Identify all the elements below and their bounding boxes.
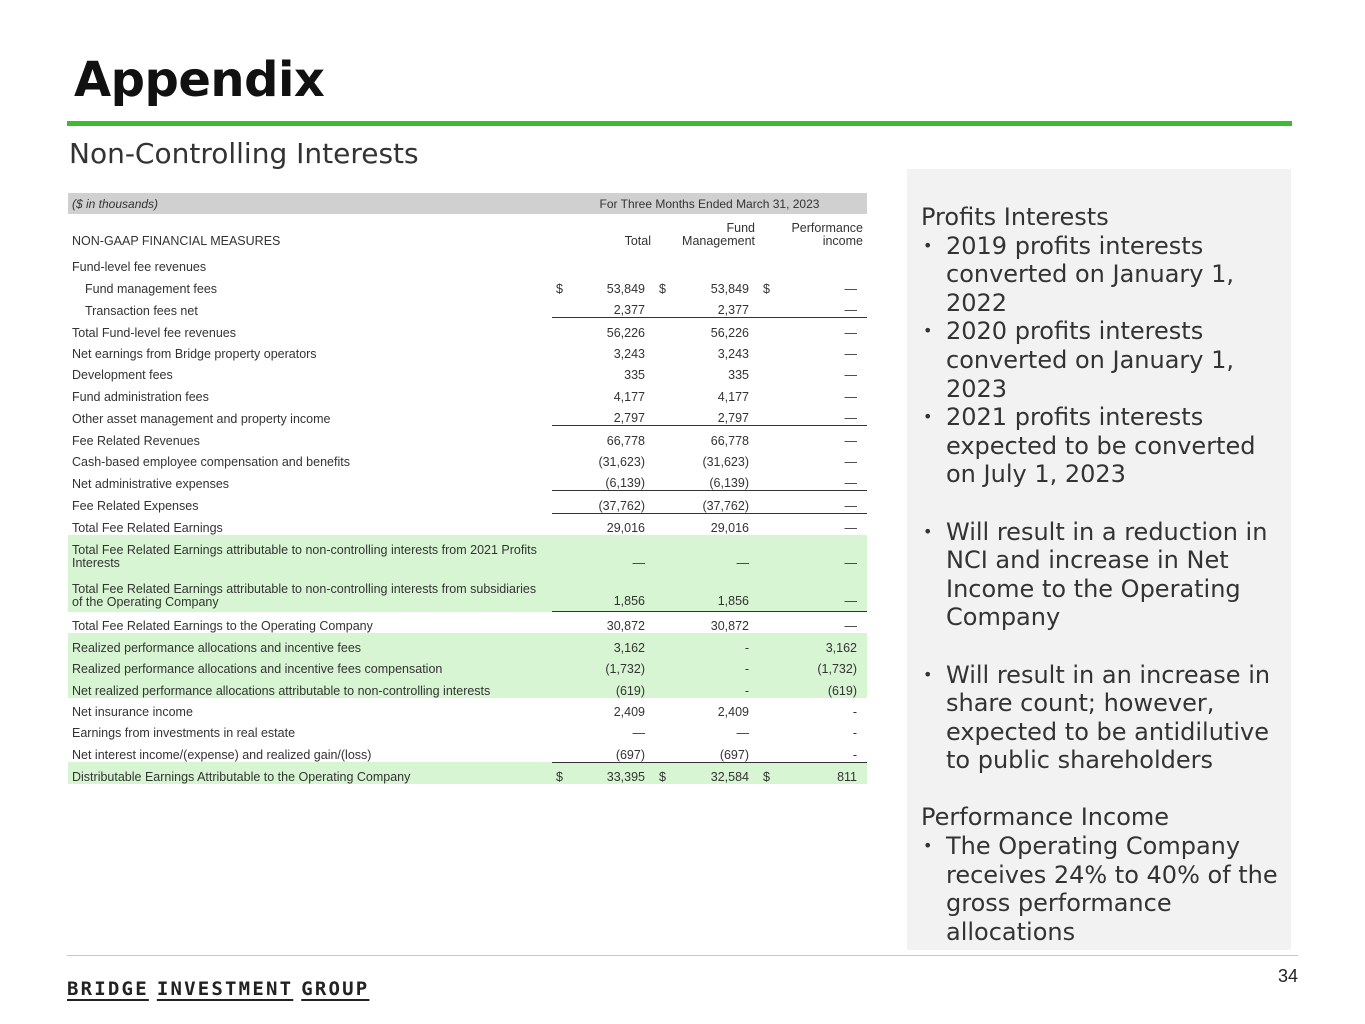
table-row [68, 382, 867, 403]
table-row [68, 448, 867, 469]
table-row [68, 513, 867, 535]
table-row [68, 535, 867, 573]
cell-fund-cur [655, 382, 675, 403]
cell-total: (697) [615, 747, 645, 762]
cell-fund: 4,177 [717, 389, 749, 404]
row-label: Earnings from investments in real estate [72, 726, 296, 741]
cell-perf-cur [759, 491, 779, 513]
cell-total-cur [552, 318, 572, 340]
performance-bullet-text: The Operating Company receives 24% to 40% of the gross performance allocations [946, 832, 1278, 946]
performance-income-heading: Performance Income [921, 803, 1170, 832]
row-label: Realized performance allocations and incentive fees [68, 633, 552, 654]
cell-total: (619) [572, 676, 655, 697]
bullet-icon: • [923, 407, 933, 427]
cell-perf: — [779, 491, 867, 513]
cell-total-cur [552, 513, 572, 535]
cell-total: (6,139) [605, 476, 645, 491]
cell-total-cur [552, 404, 572, 426]
table-row [68, 296, 867, 318]
cell-total: (31,623) [598, 454, 645, 469]
side-panel [907, 169, 1291, 950]
cell-total: 56,226 [572, 318, 655, 340]
cell-total-cur [552, 535, 572, 573]
cell-fund: 29,016 [675, 513, 759, 535]
row-label: Fund-level fee revenues [72, 260, 207, 275]
cell-fund: 56,226 [675, 318, 759, 340]
cell-perf-cur: $ [763, 281, 770, 296]
cell-fund [675, 253, 759, 274]
cell-fund-cur [655, 535, 675, 573]
profits-interests-heading: Profits Interests [921, 203, 1109, 231]
row-label: Fund management fees [85, 281, 218, 296]
table-row [68, 491, 867, 513]
table-row [68, 573, 867, 612]
cell-perf: — [779, 513, 867, 535]
table-row [68, 318, 867, 340]
cell-fund: 66,778 [675, 426, 759, 448]
cell-perf-cur: $ [759, 762, 779, 784]
cell-total: 66,778 [572, 426, 655, 448]
cell-fund: 335 [728, 368, 749, 383]
cell-perf: — [844, 411, 857, 426]
cell-fund-cur [655, 676, 675, 697]
cell-total-cur [552, 740, 572, 762]
cell-fund-cur [655, 719, 675, 740]
cell-perf: - [852, 705, 857, 720]
row-label: Transaction fees net [85, 303, 198, 318]
cell-perf: — [844, 346, 857, 361]
cell-perf-cur [759, 448, 779, 469]
cell-perf-cur [759, 426, 779, 448]
cell-perf: — [844, 454, 857, 469]
cell-perf: - [852, 747, 857, 762]
cell-perf: 811 [779, 762, 867, 784]
cell-total: 4,177 [613, 389, 645, 404]
table-row [68, 253, 867, 274]
cell-perf: — [844, 303, 857, 318]
cell-fund: - [675, 676, 759, 697]
cell-total: (1,732) [572, 655, 655, 676]
impact-bullet-text: Will result in an increase in share count; however, expected to be antidilutive to public shareholders [946, 660, 1271, 775]
table-row [68, 719, 867, 740]
cell-fund: 30,872 [675, 612, 759, 634]
cell-perf-cur [759, 318, 779, 340]
impact-bullet [921, 518, 1279, 632]
bullet-icon: • [923, 664, 933, 684]
cell-perf-cur [759, 382, 779, 403]
cell-fund-cur [655, 633, 675, 654]
cell-total-cur [552, 573, 572, 612]
cell-fund: 53,849 [710, 281, 749, 296]
cell-total: 3,162 [572, 633, 655, 654]
table-row [68, 762, 867, 784]
cell-total: 2,797 [613, 411, 645, 426]
cell-fund-cur [655, 404, 675, 426]
row-label: Realized performance allocations and incentive fees compensation [68, 655, 552, 676]
cell-fund: 32,584 [675, 762, 759, 784]
cell-total-cur: $ [552, 762, 572, 784]
cell-fund: — [675, 535, 759, 573]
cell-perf-cur [759, 676, 779, 697]
cell-total-cur: $ [556, 281, 563, 296]
cell-perf: - [852, 726, 857, 741]
brand-word: GROUP [301, 978, 370, 1000]
cell-total-cur [552, 382, 572, 403]
profits-interests-list [921, 232, 1279, 489]
row-label: Total Fee Related Earnings attributable to non-controlling interests from subsidiaries of the Operating Company [68, 573, 552, 612]
cell-fund-cur [655, 655, 675, 676]
cell-perf-cur [759, 253, 779, 274]
table-row [68, 340, 867, 361]
cell-perf: — [779, 612, 867, 634]
cell-fund-cur [655, 740, 675, 762]
impact-bullet-text: Will result in a reduction in NCI and increase in Net Income to the Operating Company [946, 517, 1268, 632]
company-logo [67, 978, 377, 1000]
bullet-icon: • [923, 235, 933, 255]
table-row [68, 274, 867, 295]
cell-fund-cur [655, 573, 675, 612]
row-label: Total Fund-level fee revenues [72, 325, 236, 340]
cell-total: 33,395 [572, 762, 655, 784]
row-label: Cash-based employee compensation and benefits [72, 454, 350, 469]
cell-perf: — [844, 389, 857, 404]
page-subtitle: Non-Controlling Interests [69, 137, 419, 170]
cell-fund-cur [655, 513, 675, 535]
cell-total: — [632, 726, 645, 741]
cell-fund: 2,409 [717, 705, 749, 720]
cell-fund-cur: $ [655, 762, 675, 784]
bullet-icon: • [923, 521, 933, 541]
cell-total-cur [552, 633, 572, 654]
cell-perf: (1,732) [779, 655, 867, 676]
cell-total-cur [552, 469, 572, 491]
cell-total-cur [552, 655, 572, 676]
row-label: Net realized performance allocations attributable to non-controlling interests [68, 676, 552, 697]
cell-fund-cur [655, 340, 675, 361]
impact-bullet [921, 661, 1279, 775]
cell-total-cur [552, 340, 572, 361]
cell-fund: 1,856 [675, 573, 759, 612]
financial-table [68, 193, 867, 784]
cell-perf-cur [759, 612, 779, 634]
cell-perf-cur [759, 573, 779, 612]
cell-total-cur [552, 361, 572, 382]
footer-divider [67, 955, 1298, 956]
cell-total: 2,377 [613, 303, 645, 318]
cell-fund: 2,797 [717, 411, 749, 426]
cell-perf: — [844, 476, 857, 491]
cell-total [572, 253, 655, 274]
row-label: Fund administration fees [72, 389, 209, 404]
row-label: Total Fee Related Earnings [72, 521, 223, 536]
row-label: Fee Related Expenses [72, 499, 199, 514]
table-row [68, 633, 867, 654]
table-row [68, 655, 867, 676]
cell-fund-cur [655, 361, 675, 382]
cell-perf-cur [759, 296, 779, 318]
cell-fund-cur [655, 448, 675, 469]
cell-total-cur [552, 719, 572, 740]
cell-fund: - [675, 655, 759, 676]
column-header-performance-income: Performance income [791, 221, 863, 248]
cell-total-cur [552, 448, 572, 469]
cell-perf: — [844, 368, 857, 383]
cell-total: 1,856 [572, 573, 655, 612]
table-header-band [68, 193, 867, 214]
column-header-fund-management: Fund Management [682, 221, 755, 248]
cell-perf: — [779, 535, 867, 573]
table-row [68, 698, 867, 719]
cell-total: 335 [624, 368, 645, 383]
cell-total-cur [552, 612, 572, 634]
cell-total: 3,243 [613, 346, 645, 361]
profits-bullet [921, 317, 1279, 403]
cell-perf-cur [759, 633, 779, 654]
cell-perf: (619) [779, 676, 867, 697]
cell-perf-cur [759, 361, 779, 382]
cell-total-cur [552, 296, 572, 318]
cell-fund-cur [655, 296, 675, 318]
section-label: NON-GAAP FINANCIAL MEASURES [72, 234, 281, 248]
page-title: Appendix [74, 52, 325, 108]
table-row [68, 404, 867, 426]
cell-perf [779, 253, 867, 274]
performance-bullet [921, 832, 1279, 946]
cell-perf-cur [759, 740, 779, 762]
table-row [68, 740, 867, 762]
cell-total-cur [552, 426, 572, 448]
cell-total: (37,762) [572, 491, 655, 513]
row-label: Development fees [72, 368, 173, 383]
row-label: Total Fee Related Earnings to the Operating Company [72, 619, 373, 634]
column-header-total: Total [624, 234, 651, 248]
brand-word: INVESTMENT [156, 978, 294, 1000]
cell-fund-cur [655, 426, 675, 448]
profits-bullet-text: 2021 profits interests expected to be converted on July 1, 2023 [946, 403, 1256, 489]
cell-total-cur [552, 491, 572, 513]
cell-total-cur [552, 698, 572, 719]
cell-fund: 3,243 [717, 346, 749, 361]
cell-perf-cur [759, 719, 779, 740]
cell-total: 30,872 [572, 612, 655, 634]
cell-fund: (31,623) [702, 454, 749, 469]
cell-perf-cur [759, 469, 779, 491]
row-label: Net interest income/(expense) and realized gain/(loss) [72, 748, 372, 763]
cell-perf: — [779, 573, 867, 612]
cell-perf: — [844, 281, 857, 296]
cell-fund-cur [655, 318, 675, 340]
profits-bullet [921, 232, 1279, 318]
profits-bullet [921, 403, 1279, 489]
brand-word: BRIDGE [67, 978, 149, 1000]
cell-perf-cur [759, 340, 779, 361]
cell-perf: — [779, 318, 867, 340]
cell-fund-cur [655, 612, 675, 634]
row-label: Other asset management and property income [72, 411, 331, 426]
cell-total: 53,849 [606, 281, 645, 296]
period-label: For Three Months Ended March 31, 2023 [552, 193, 867, 214]
cell-total: — [572, 535, 655, 573]
table-row [68, 426, 867, 448]
performance-income-list [921, 832, 1279, 946]
row-label: Net earnings from Bridge property operators [72, 346, 317, 361]
cell-total-cur [552, 253, 572, 274]
cell-perf: — [779, 426, 867, 448]
non-controlling-interests-table [68, 193, 867, 784]
row-label: Fee Related Revenues [72, 433, 200, 448]
cell-fund-cur [655, 491, 675, 513]
bullet-icon: • [923, 836, 933, 856]
profits-bullet-text: 2019 profits interests converted on January 1, 2022 [946, 231, 1234, 317]
cell-fund: 2,377 [717, 303, 749, 318]
cell-fund: — [736, 726, 749, 741]
title-divider [67, 121, 1292, 126]
cell-fund: (697) [719, 747, 749, 762]
table-row [68, 612, 867, 634]
cell-total-cur [552, 676, 572, 697]
cell-fund-cur [655, 469, 675, 491]
cell-perf-cur [759, 404, 779, 426]
cell-fund-cur [655, 698, 675, 719]
units-label: ($ in thousands) [68, 193, 552, 214]
cell-fund: (37,762) [675, 491, 759, 513]
cell-total: 2,409 [613, 705, 645, 720]
cell-fund-cur [655, 253, 675, 274]
cell-fund: (6,139) [709, 476, 749, 491]
table-row [68, 676, 867, 697]
impact-list [921, 518, 1279, 775]
page-number: 34 [1277, 966, 1298, 986]
cell-fund-cur: $ [659, 281, 666, 296]
table-row [68, 361, 867, 382]
cell-perf: 3,162 [779, 633, 867, 654]
row-label: Net administrative expenses [72, 476, 230, 491]
bullet-icon: • [923, 321, 933, 341]
cell-perf-cur [759, 513, 779, 535]
row-label: Net insurance income [72, 705, 193, 720]
row-label: Total Fee Related Earnings attributable to non-controlling interests from 2021 Profits Interests [68, 535, 552, 573]
profits-bullet-text: 2020 profits interests converted on January 1, 2023 [946, 317, 1234, 403]
cell-perf-cur [759, 535, 779, 573]
cell-total: 29,016 [572, 513, 655, 535]
cell-fund: - [675, 633, 759, 654]
table-column-headers [68, 214, 867, 253]
cell-perf-cur [759, 698, 779, 719]
cell-perf-cur [759, 655, 779, 676]
table-row [68, 469, 867, 491]
row-label: Distributable Earnings Attributable to the Operating Company [68, 762, 552, 784]
